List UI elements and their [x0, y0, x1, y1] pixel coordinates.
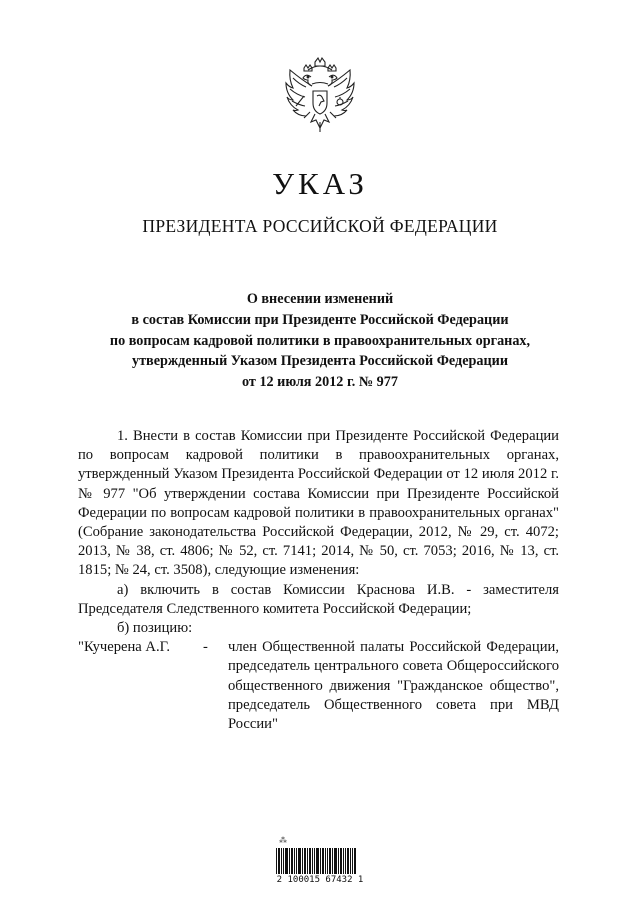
paragraph-1: 1. Внести в состав Комиссии при Президенте Российской Федерации по вопросам кадровой политики в правоохранительных органах, утвержденный Указом Президента Российской Федерации от 12 июля 2012 г. № 977 "Об утверждении состава Комиссии при Президенте Российской Федерации по вопросам кадровой политики в правоохранительных органах" (Собрание законодательства Российской Федерации, 2012, № 29, ст. 4072; 2013, № 38, ст. 4806; № 52, ст. 7141; 2014, № 50, ст. 7053; 2016, № 13, ст. 1815; № 24, ст. 3508), следующие изменения: [78, 428, 559, 579]
document-title: УКАЗ [272, 166, 368, 201]
decree-body [78, 427, 559, 734]
position-name: "Кучерена А.Г. [78, 639, 171, 656]
item-b: б) позицию: [117, 620, 193, 637]
position-dash: - [203, 639, 208, 656]
coat-of-arms-emblem [277, 56, 363, 140]
barcode-bars-icon [276, 848, 356, 874]
document-subtitle: ПРЕЗИДЕНТА РОССИЙСКОЙ ФЕДЕРАЦИИ [142, 216, 498, 236]
heading-line: О внесении изменений [246, 291, 394, 307]
position-description: член Общественной палаты Российской Федерации, председатель центрального совета Общероссийского общественного движения "Гражданское общество", председатель Общественного совета при МВД России" [228, 639, 559, 733]
barcode-number: 2 100015 67432 1 [276, 875, 364, 885]
barcode-mark: ⁂ [279, 836, 287, 845]
decree-heading [60, 289, 580, 393]
russian-coat-of-arms-icon [277, 56, 363, 140]
barcode [276, 836, 364, 886]
heading-line: по вопросам кадровой политики в правоохранительных органах, [109, 332, 531, 349]
heading-line: от 12 июля 2012 г. № 977 [242, 374, 398, 391]
position-row [78, 638, 559, 734]
item-a: а) включить в состав Комиссии Краснова И.В. - заместителя Председателя Следственного комитета Российской Федерации; [78, 581, 559, 617]
heading-line: в состав Комиссии при Президенте Российской Федерации [131, 311, 509, 328]
heading-line: утвержденный Указом Президента Российской Федерации [131, 353, 509, 370]
